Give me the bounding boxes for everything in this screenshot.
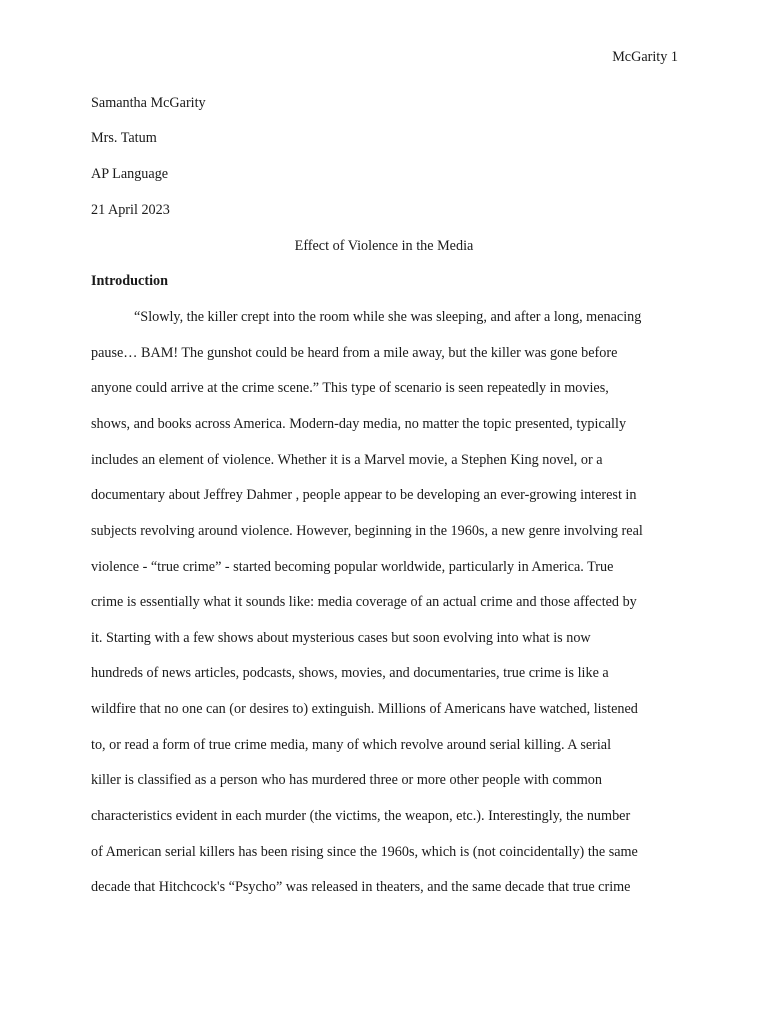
paragraph-line: of American serial killers has been rising since the 1960s, which is (not coincidentally) the same [91,844,638,860]
section-heading: Introduction [91,273,168,289]
document-date: 21 April 2023 [91,202,170,218]
paragraph-line: it. Starting with a few shows about mysterious cases but soon evolving into what is now [91,630,591,646]
paragraph-line: documentary about Jeffrey Dahmer , people appear to be developing an ever-growing interest in [91,487,637,503]
paragraph-line: wildfire that no one can (or desires to) extinguish. Millions of Americans have watched, listened [91,701,638,717]
teacher-name: Mrs. Tatum [91,130,157,146]
paragraph-line: characteristics evident in each murder (the victims, the weapon, etc.). Interestingly, the number [91,808,631,824]
paragraph-line: anyone could arrive at the crime scene.” This type of scenario is seen repeatedly in movies, [91,380,609,396]
paragraph-line: crime is essentially what it sounds like: media coverage of an actual crime and those affected by [91,594,637,610]
paragraph-line: decade that Hitchcock's “Psycho” was released in theaters, and the same decade that true crime [91,879,631,895]
paragraph-line: shows, and books across America. Modern-day media, no matter the topic presented, typically [91,416,627,432]
paragraph-line: to, or read a form of true crime media, many of which revolve around serial killing. A serial [91,737,612,753]
paragraph-line: “Slowly, the killer crept into the room while she was sleeping, and after a long, menacing [134,309,642,325]
paragraph-line: violence - “true crime” - started becoming popular worldwide, particularly in America. True [91,559,614,575]
course-name: AP Language [91,166,169,182]
paragraph-line: killer is classified as a person who has murdered three or more other people with common [91,772,602,788]
author-name: Samantha McGarity [91,95,206,111]
paragraph-line: includes an element of violence. Whether it is a Marvel movie, a Stephen King novel, or a [91,452,603,468]
paragraph-line: subjects revolving around violence. However, beginning in the 1960s, a new genre involving real [91,523,643,539]
paragraph-line: hundreds of news articles, podcasts, shows, movies, and documentaries, true crime is like a [91,665,609,681]
document-title: Effect of Violence in the Media [294,238,474,254]
paragraph-line: pause… BAM! The gunshot could be heard from a mile away, but the killer was gone before [91,345,618,361]
running-head: McGarity 1 [612,49,678,65]
